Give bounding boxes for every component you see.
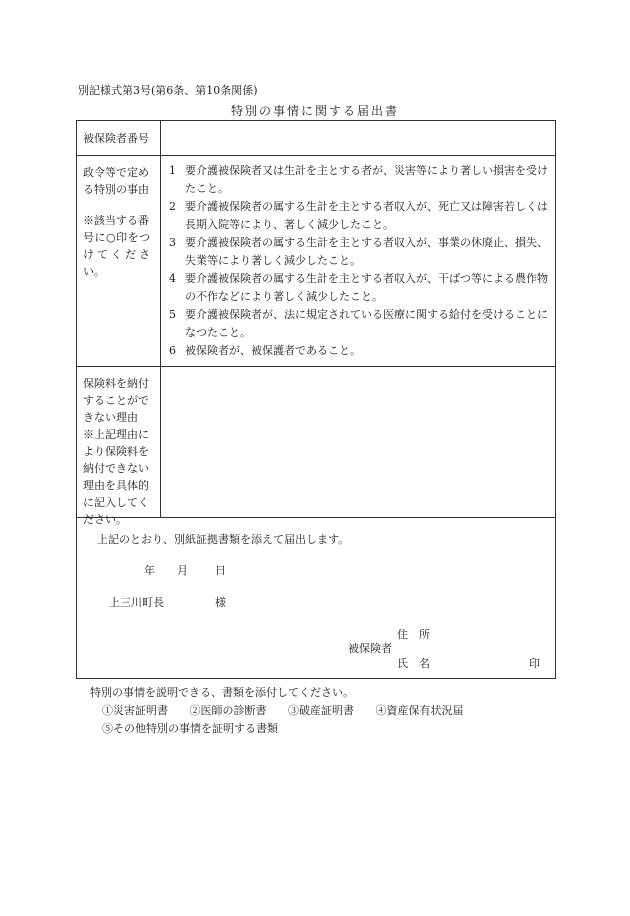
reason-number: 5 bbox=[169, 308, 176, 321]
addressee-honorific: 様 bbox=[215, 596, 226, 609]
circumstance-label-line: 政令等で定め bbox=[83, 166, 149, 179]
insured-number-row bbox=[77, 121, 555, 156]
reason-option-2[interactable] bbox=[169, 198, 549, 233]
day-field[interactable]: 日 bbox=[215, 564, 226, 577]
year-field[interactable]: 年 bbox=[144, 564, 155, 577]
reason-label bbox=[77, 367, 161, 526]
reason-option-1[interactable] bbox=[169, 162, 549, 197]
reason-label-line: ※上記理由に bbox=[83, 428, 149, 441]
page-title: 特別の事情に関する届出書 bbox=[230, 104, 399, 118]
seal-mark: 印 bbox=[529, 657, 540, 670]
document-item: ⑤その他特別の事情を証明する書類 bbox=[102, 722, 278, 735]
circumstance-label bbox=[77, 156, 161, 366]
documents-list bbox=[102, 702, 482, 718]
reason-label-line: することがで bbox=[83, 394, 149, 407]
circumstance-note-line: けてくださ bbox=[83, 248, 153, 261]
month-field[interactable]: 月 bbox=[177, 564, 188, 577]
circumstance-note-line: 号に○印をつ bbox=[83, 231, 151, 244]
reason-text: 要介護被保険者又は生計を主とする者が、災害等により著しい損害を受けたこと。 bbox=[185, 164, 548, 195]
document-item: ③破産証明書 bbox=[288, 704, 354, 717]
reason-option-4[interactable] bbox=[169, 270, 549, 305]
reason-text: 被保険者が、被保護者であること。 bbox=[185, 344, 361, 357]
name-field[interactable]: 氏 名 bbox=[397, 657, 430, 670]
insured-number-label: 被保険者番号 bbox=[77, 121, 161, 155]
reason-number: 1 bbox=[169, 164, 176, 177]
document-item: ①災害証明書 bbox=[102, 704, 168, 717]
addressee: 上三川町長 bbox=[109, 596, 164, 609]
form-reference: 別記様式第3号(第6条、第10条関係) bbox=[78, 84, 258, 97]
reason-label-line: より保険料を bbox=[83, 445, 149, 458]
reason-number: 2 bbox=[169, 200, 176, 213]
reason-label-line: ださい。 bbox=[83, 513, 127, 526]
declaration-statement: 上記のとおり、別紙証拠書類を添えて届出します。 bbox=[97, 533, 350, 546]
reason-option-6[interactable] bbox=[169, 342, 549, 360]
reason-option-3[interactable] bbox=[169, 234, 549, 269]
reason-text: 要介護被保険者の属する生計を主とする者収入が、干ばつ等による農作物の不作などにより著しく減少したこと。 bbox=[185, 272, 548, 303]
attachment-note: 特別の事情を説明できる、書類を添付してください。 bbox=[90, 686, 354, 699]
reason-label-line: きない理由 bbox=[83, 411, 138, 424]
circumstance-row bbox=[77, 156, 555, 367]
reason-label-line: 理由を具体的 bbox=[83, 479, 149, 492]
insured-label: 被保険者 bbox=[348, 642, 392, 655]
reason-number: 6 bbox=[169, 344, 176, 357]
circumstance-options bbox=[161, 156, 555, 366]
reason-option-5[interactable] bbox=[169, 306, 549, 341]
declaration-section bbox=[77, 518, 555, 678]
circumstance-note-line: ※該当する番 bbox=[83, 214, 149, 227]
document-item: ②医師の診断書 bbox=[189, 704, 267, 717]
reason-row bbox=[77, 367, 555, 526]
reason-label-line: 納付できない bbox=[83, 462, 149, 475]
reason-detail-field[interactable] bbox=[161, 367, 555, 517]
circumstance-note-line: い。 bbox=[83, 265, 105, 278]
reason-number: 4 bbox=[169, 272, 176, 285]
reason-text: 要介護被保険者の属する生計を主とする者収入が、死亡又は障害若しくは長期入院等により、著しく減少したこと。 bbox=[185, 200, 548, 231]
address-field[interactable]: 住 所 bbox=[397, 628, 430, 641]
insured-number-field[interactable] bbox=[161, 121, 555, 155]
reason-text: 要介護被保険者の属する生計を主とする者収入が、事業の休廃止、損失、失業等により著しく減少したこと。 bbox=[185, 236, 548, 267]
reason-label-line: 保険料を納付 bbox=[83, 377, 149, 390]
document-item: ④資産保有状況届 bbox=[375, 704, 464, 717]
reason-text: 要介護被保険者が、法に規定されている医療に関する給付を受けることになつたこと。 bbox=[185, 308, 548, 339]
circumstance-note bbox=[83, 212, 154, 280]
circumstance-label-line: る特別の事由 bbox=[83, 183, 149, 196]
reason-label-line: に記入してく bbox=[83, 496, 149, 509]
reason-number: 3 bbox=[169, 236, 176, 249]
form-table bbox=[76, 120, 556, 679]
